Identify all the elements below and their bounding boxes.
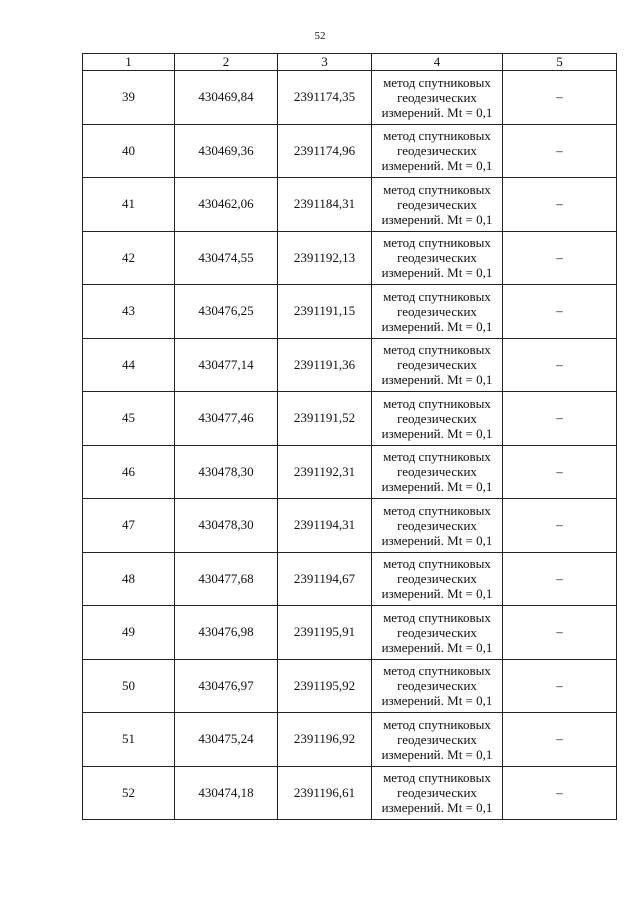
method-line: метод спутниковых (383, 74, 491, 90)
x-coordinate-cell: 430469,84 (175, 71, 278, 125)
note-cell: – (503, 285, 617, 339)
method-line: геодезических (397, 357, 477, 373)
method-line: метод спутниковых (383, 128, 491, 144)
method-line: геодезических (397, 731, 477, 747)
page-number: 52 (314, 30, 326, 42)
table-row (83, 285, 617, 339)
method-line: измерений. Mt = 0,1 (381, 211, 493, 227)
note-cell: – (503, 659, 617, 713)
y-coordinate-cell: 2391174,96 (278, 124, 372, 178)
y-coordinate-cell: 2391196,61 (278, 766, 372, 820)
table-row (83, 231, 617, 285)
y-coordinate-cell: 2391195,92 (278, 659, 372, 713)
method-cell (372, 124, 503, 178)
method-line: геодезических (397, 571, 477, 587)
point-number-cell: 47 (83, 499, 175, 553)
method-line: измерений. Mt = 0,1 (381, 800, 493, 816)
header-cell-5: 5 (503, 54, 617, 71)
method-line: метод спутниковых (383, 556, 491, 572)
table-row (83, 124, 617, 178)
method-cell (372, 445, 503, 499)
method-line: метод спутниковых (383, 235, 491, 251)
coordinates-table (82, 53, 617, 820)
point-number-cell: 42 (83, 231, 175, 285)
x-coordinate-cell: 430477,14 (175, 338, 278, 392)
method-line: измерений. Mt = 0,1 (381, 104, 493, 120)
y-coordinate-cell: 2391191,15 (278, 285, 372, 339)
x-coordinate-cell: 430478,30 (175, 499, 278, 553)
x-coordinate-cell: 430476,98 (175, 606, 278, 660)
x-coordinate-cell: 430469,36 (175, 124, 278, 178)
method-cell (372, 231, 503, 285)
method-line: измерений. Mt = 0,1 (381, 532, 493, 548)
method-cell (372, 766, 503, 820)
point-number-cell: 40 (83, 124, 175, 178)
y-coordinate-cell: 2391184,31 (278, 178, 372, 232)
method-line: метод спутниковых (383, 181, 491, 197)
note-cell: – (503, 71, 617, 125)
method-line: метод спутниковых (383, 663, 491, 679)
method-line: метод спутниковых (383, 342, 491, 358)
method-line: геодезических (397, 464, 477, 480)
method-cell (372, 713, 503, 767)
method-line: геодезических (397, 517, 477, 533)
method-line: геодезических (397, 143, 477, 159)
y-coordinate-cell: 2391192,13 (278, 231, 372, 285)
method-line: измерений. Mt = 0,1 (381, 693, 493, 709)
y-coordinate-cell: 2391194,67 (278, 552, 372, 606)
point-number-cell: 43 (83, 285, 175, 339)
table-row (83, 392, 617, 446)
point-number-cell: 48 (83, 552, 175, 606)
header-cell-4: 4 (372, 54, 503, 71)
x-coordinate-cell: 430477,46 (175, 392, 278, 446)
note-cell: – (503, 338, 617, 392)
note-cell: – (503, 499, 617, 553)
x-coordinate-cell: 430476,25 (175, 285, 278, 339)
method-cell (372, 178, 503, 232)
method-cell (372, 285, 503, 339)
method-line: метод спутниковых (383, 716, 491, 732)
x-coordinate-cell: 430475,24 (175, 713, 278, 767)
method-cell (372, 659, 503, 713)
x-coordinate-cell: 430462,06 (175, 178, 278, 232)
method-cell (372, 71, 503, 125)
note-cell: – (503, 178, 617, 232)
x-coordinate-cell: 430478,30 (175, 445, 278, 499)
method-cell (372, 499, 503, 553)
table-row (83, 766, 617, 820)
note-cell: – (503, 606, 617, 660)
x-coordinate-cell: 430474,55 (175, 231, 278, 285)
y-coordinate-cell: 2391191,36 (278, 338, 372, 392)
point-number-cell: 45 (83, 392, 175, 446)
x-coordinate-cell: 430474,18 (175, 766, 278, 820)
method-line: измерений. Mt = 0,1 (381, 586, 493, 602)
point-number-cell: 49 (83, 606, 175, 660)
y-coordinate-cell: 2391196,92 (278, 713, 372, 767)
note-cell: – (503, 766, 617, 820)
table-row (83, 552, 617, 606)
method-cell (372, 338, 503, 392)
method-line: метод спутниковых (383, 609, 491, 625)
y-coordinate-cell: 2391174,35 (278, 71, 372, 125)
method-line: геодезических (397, 624, 477, 640)
method-line: измерений. Mt = 0,1 (381, 639, 493, 655)
point-number-cell: 52 (83, 766, 175, 820)
point-number-cell: 44 (83, 338, 175, 392)
method-line: геодезических (397, 410, 477, 426)
method-cell (372, 606, 503, 660)
point-number-cell: 51 (83, 713, 175, 767)
method-line: геодезических (397, 303, 477, 319)
header-cell-2: 2 (175, 54, 278, 71)
y-coordinate-cell: 2391192,31 (278, 445, 372, 499)
point-number-cell: 50 (83, 659, 175, 713)
table-row (83, 499, 617, 553)
method-line: метод спутниковых (383, 502, 491, 518)
x-coordinate-cell: 430477,68 (175, 552, 278, 606)
method-line: измерений. Mt = 0,1 (381, 158, 493, 174)
table-header-row (83, 54, 617, 71)
point-number-cell: 39 (83, 71, 175, 125)
method-line: измерений. Mt = 0,1 (381, 372, 493, 388)
method-line: геодезических (397, 196, 477, 212)
table-row (83, 659, 617, 713)
method-line: измерений. Mt = 0,1 (381, 479, 493, 495)
method-line: геодезических (397, 250, 477, 266)
method-line: измерений. Mt = 0,1 (381, 318, 493, 334)
method-cell (372, 392, 503, 446)
table-row (83, 338, 617, 392)
header-cell-1: 1 (83, 54, 175, 71)
table-row (83, 606, 617, 660)
table-row (83, 445, 617, 499)
method-line: метод спутниковых (383, 288, 491, 304)
note-cell: – (503, 552, 617, 606)
point-number-cell: 46 (83, 445, 175, 499)
method-line: геодезических (397, 89, 477, 105)
y-coordinate-cell: 2391194,31 (278, 499, 372, 553)
method-line: геодезических (397, 678, 477, 694)
table-row (83, 713, 617, 767)
method-line: геодезических (397, 785, 477, 801)
method-line: измерений. Mt = 0,1 (381, 265, 493, 281)
note-cell: – (503, 124, 617, 178)
method-line: метод спутниковых (383, 395, 491, 411)
table-row (83, 178, 617, 232)
y-coordinate-cell: 2391195,91 (278, 606, 372, 660)
header-cell-3: 3 (278, 54, 372, 71)
point-number-cell: 41 (83, 178, 175, 232)
note-cell: – (503, 445, 617, 499)
x-coordinate-cell: 430476,97 (175, 659, 278, 713)
method-line: измерений. Mt = 0,1 (381, 425, 493, 441)
method-line: измерений. Mt = 0,1 (381, 746, 493, 762)
note-cell: – (503, 231, 617, 285)
note-cell: – (503, 392, 617, 446)
method-line: метод спутниковых (383, 770, 491, 786)
method-cell (372, 552, 503, 606)
table-row (83, 71, 617, 125)
y-coordinate-cell: 2391191,52 (278, 392, 372, 446)
method-line: метод спутниковых (383, 449, 491, 465)
note-cell: – (503, 713, 617, 767)
